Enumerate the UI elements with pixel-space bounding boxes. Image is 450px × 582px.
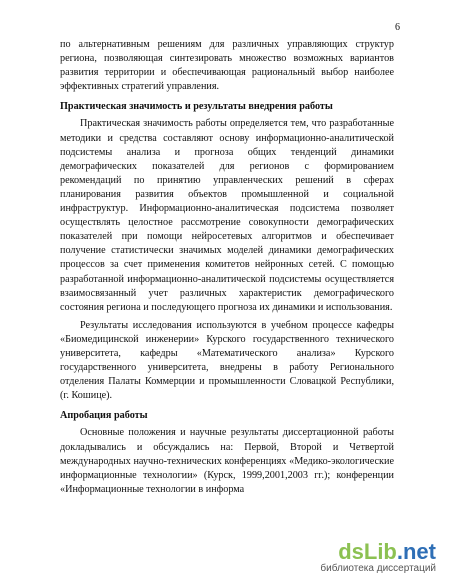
document-body <box>60 38 394 497</box>
page-number: 6 <box>395 22 400 33</box>
section-heading-approbation: Апробация работы <box>60 410 148 422</box>
watermark-logo-part1: dsLib <box>338 539 397 564</box>
practical-paragraph-2: Результаты исследования используются в учебном процессе кафедры «Биомедицинской инженерии» Курского государственного технического университета, кафедры «Математического анализа» Курского государственного университета, внедрены в работу Регионального отделения Палаты Коммерции и промышленности Словацкой Республики, (г. Кошице). <box>60 319 394 402</box>
intro-paragraph: по альтернативным решениям для различных управляющих структур региона, позволяющая синтезировать множество возможных вариантов развития территории и обеспечивающая рациональный выбор наиболее эффективных стратегий управления. <box>60 39 394 93</box>
watermark <box>320 541 436 574</box>
watermark-subtitle: библиотека диссертаций <box>320 563 436 574</box>
practical-paragraph-1: Практическая значимость работы определяется тем, что разработанные методики и средства составляют основу информационно-аналитической подсистемы анализа и прогноза общих тенденций динамики демографических показателей для регионов с формированием рекомендаций по принятию управленческих решений в сферах планирования развития объектов промышленной и социальной инфраструктур. Информационно-аналитическая подсистема позволяет осуществлять целостное рассмотрение совокупности демографических показателей при помощи нейросетевых алгоритмов и обеспечивает получение статистически значимых моделей динамики демографических процессов за счет применения комитетов нейронных сетей. С помощью разработанной информационно-аналитической подсистемы осуществляется взаимосвязанный учет различных характеристик демографического состояния региона и последующего прогноза их динамики и использования. <box>60 118 394 313</box>
section-heading-practical: Практическая значимость и результаты внедрения работы <box>60 101 333 113</box>
approbation-paragraph-1: Основные положения и научные результаты диссертационной работы докладывались и обсуждались на: Первой, Второй и Четвертой международных научно-технических конференциях «Медико-экологические информационные технологии» (Курск, 1999,2001,2003 гг.); конференции «Информационные технологии в информа <box>60 427 394 495</box>
watermark-logo <box>320 541 436 563</box>
watermark-logo-part2: .net <box>396 539 436 564</box>
